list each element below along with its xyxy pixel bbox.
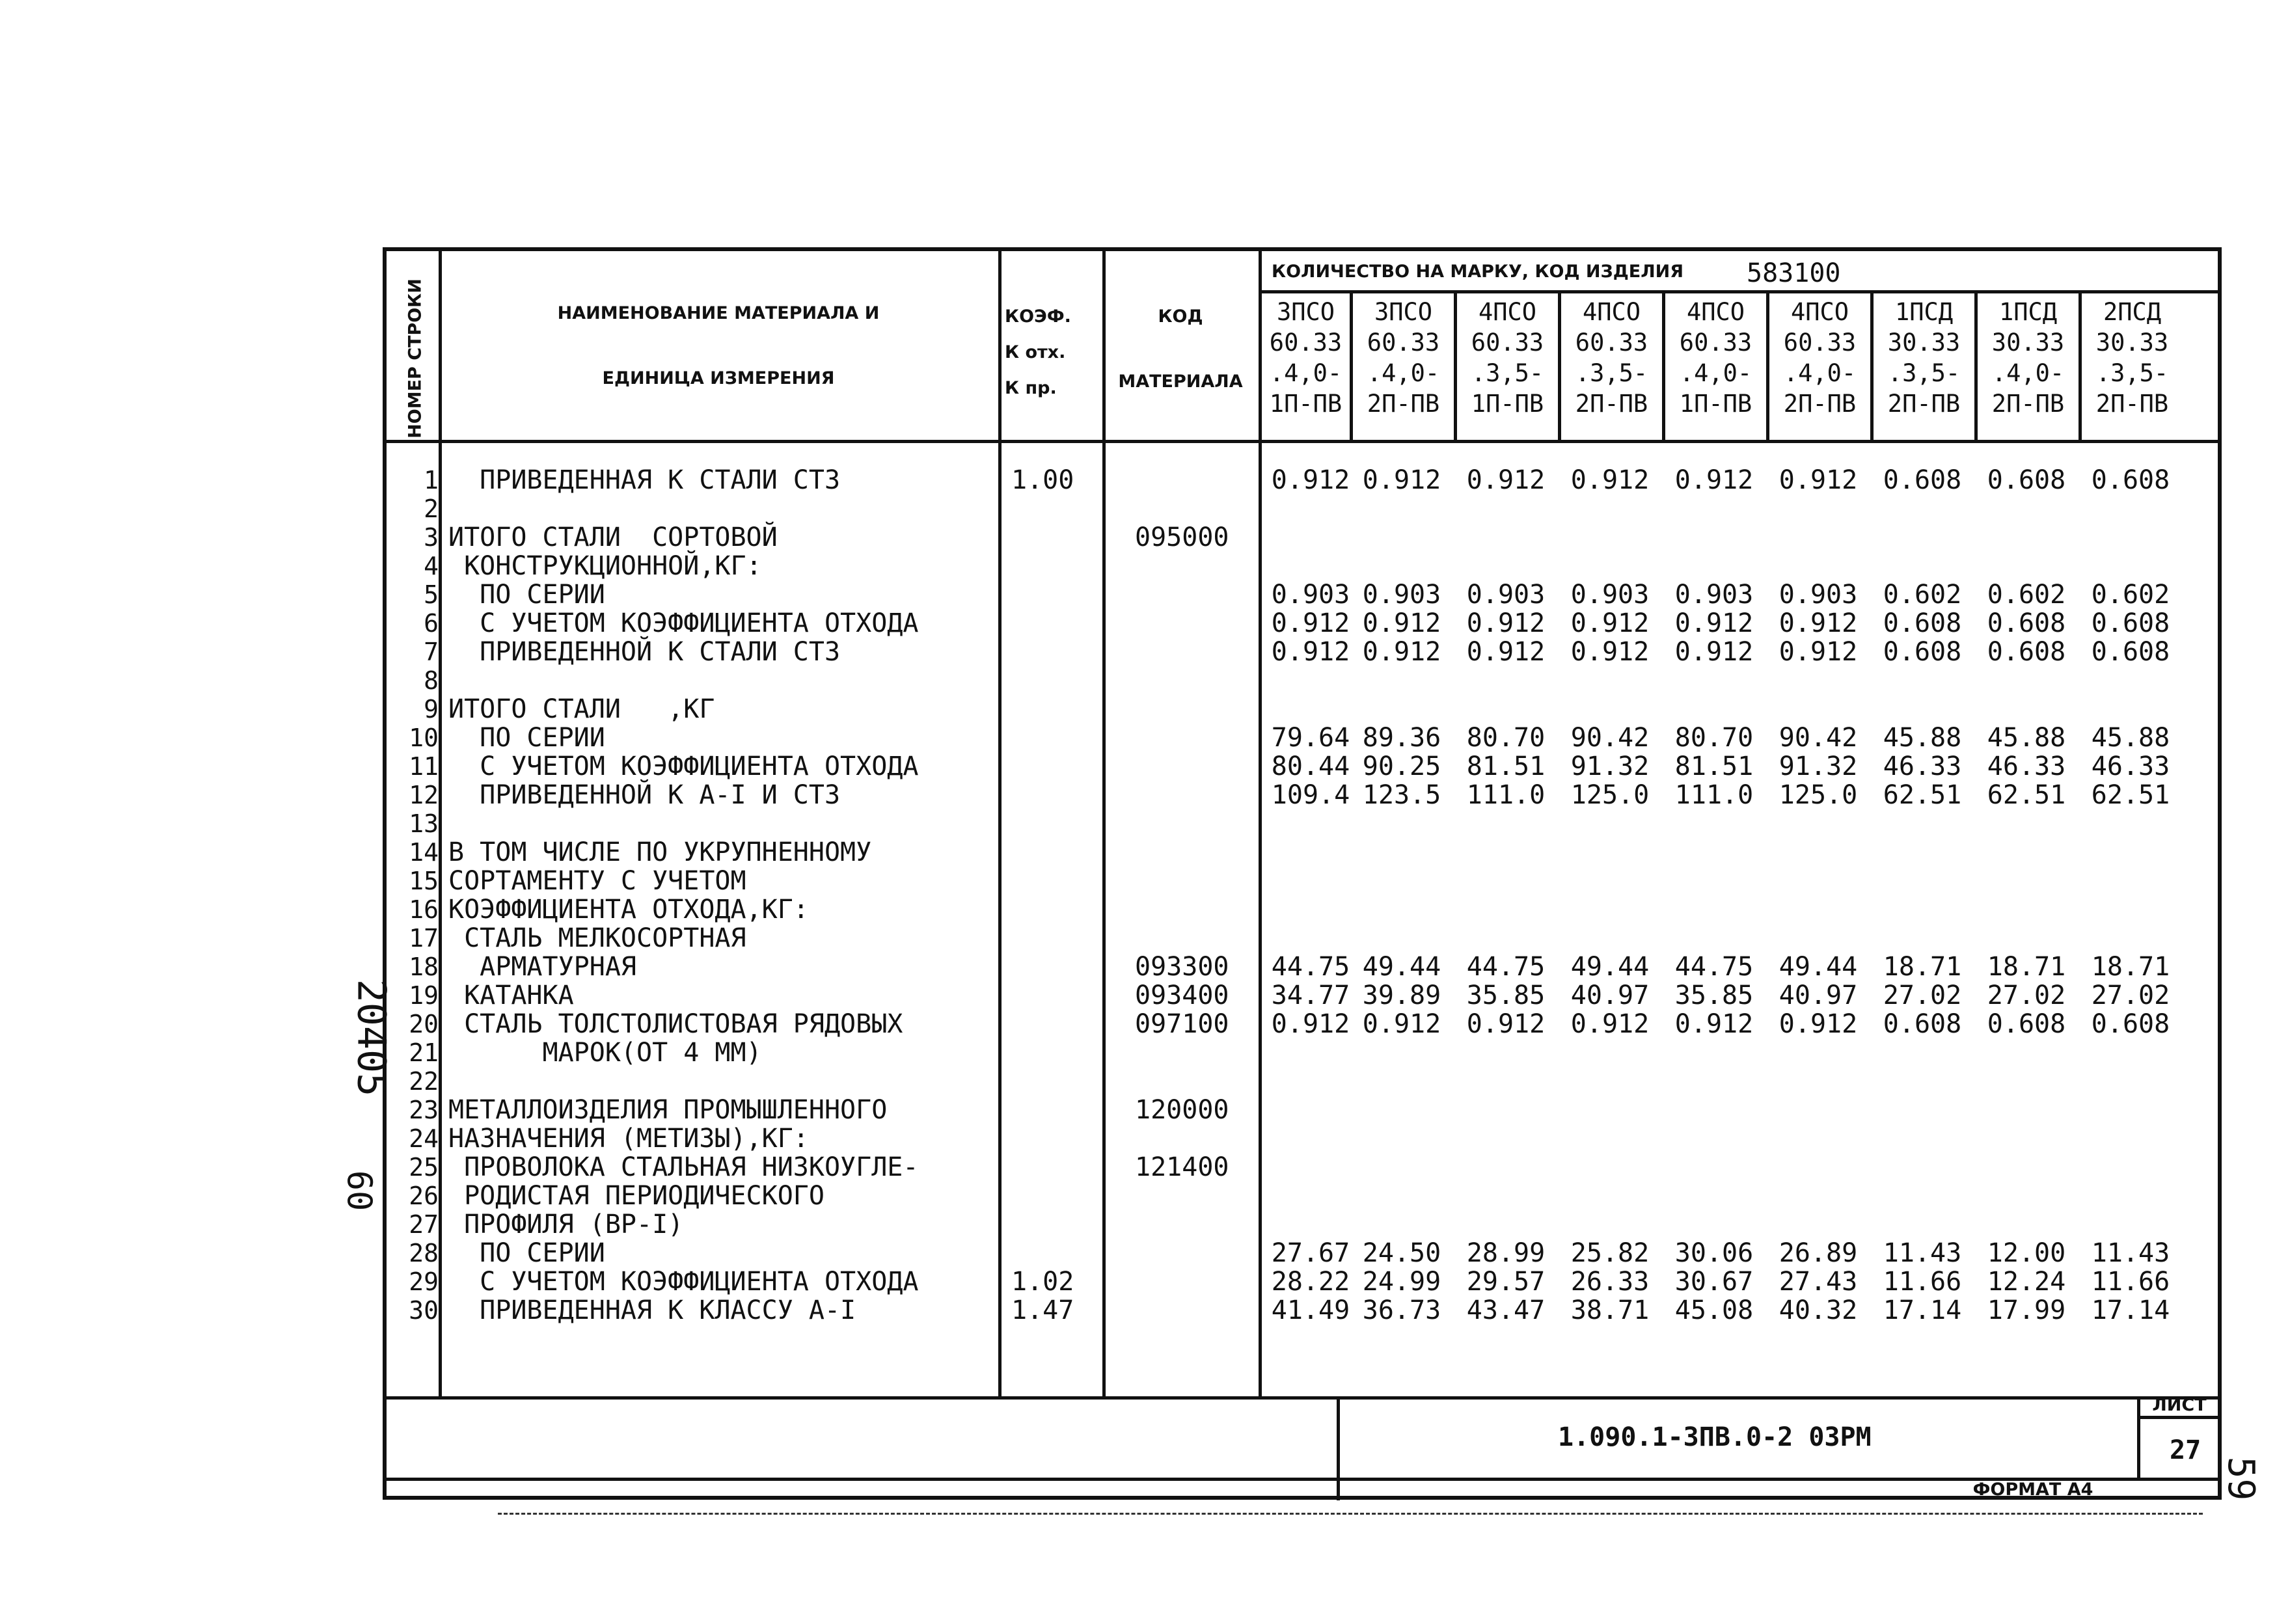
row-value: 0.912 — [1570, 1009, 1650, 1039]
column-header-line: 4ПСО — [1686, 298, 1745, 326]
row-value: 12.00 — [1987, 1238, 2066, 1268]
column-header-line: 2ПСД — [2103, 298, 2162, 326]
row-material-code: 097100 — [1135, 1009, 1229, 1039]
coef-header-line2: К отх. — [1005, 342, 1066, 362]
row-material-code: 093300 — [1135, 952, 1229, 982]
quantity-header: КОЛИЧЕСТВО НА МАРКУ, КОД ИЗДЕЛИЯ — [1272, 262, 1684, 282]
row-value: 90.42 — [1779, 723, 1858, 753]
row-value: 34.77 — [1271, 981, 1350, 1010]
column-header-line: 3ПСО — [1276, 298, 1335, 326]
row-value: 0.912 — [1271, 637, 1350, 667]
footer-divider — [2137, 1396, 2140, 1481]
row-value: 0.602 — [1883, 580, 1962, 610]
row-number: 13 — [409, 809, 439, 838]
row-label: МАРОК(ОТ 4 ММ) — [448, 1038, 762, 1068]
column-header-product-4 — [1561, 297, 1662, 440]
row-number: 26 — [409, 1182, 439, 1210]
row-label: ИТОГО СТАЛИ ,КГ — [448, 694, 715, 724]
row-number: 22 — [409, 1067, 439, 1096]
row-number: 21 — [409, 1038, 439, 1067]
row-number: 8 — [424, 666, 439, 695]
row-value: 80.44 — [1271, 751, 1350, 781]
coef-header-line1: КОЭФ. — [1005, 306, 1071, 327]
row-value: 44.75 — [1271, 952, 1350, 982]
row-number: 27 — [409, 1210, 439, 1239]
column-header-product-2 — [1353, 297, 1454, 440]
row-coefficient: 1.47 — [1011, 1295, 1074, 1325]
row-value: 0.608 — [2091, 608, 2170, 638]
column-header-product-6 — [1769, 297, 1870, 440]
row-number: 16 — [409, 895, 439, 924]
row-label: ИТОГО СТАЛИ СОРТОВОЙ — [448, 522, 778, 552]
row-value: 80.70 — [1466, 723, 1546, 753]
row-value: 45.88 — [2091, 723, 2170, 753]
row-number: 3 — [424, 523, 439, 552]
row-material-code: 121400 — [1135, 1152, 1229, 1182]
row-label: РОДИСТАЯ ПЕРИОДИЧЕСКОГО — [448, 1181, 825, 1211]
header-rule — [1259, 290, 2222, 293]
row-value: 46.33 — [1883, 751, 1962, 781]
row-label: СТАЛЬ МЕЛКОСОРТНАЯ — [448, 923, 746, 953]
row-value: 44.75 — [1466, 952, 1546, 982]
row-value: 0.912 — [1466, 608, 1546, 638]
row-label: МЕТАЛЛОИЗДЕЛИЯ ПРОМЫШЛЕННОГО — [448, 1095, 888, 1125]
row-value: 12.24 — [1987, 1267, 2066, 1297]
row-number: 19 — [409, 981, 439, 1010]
column-header-product-1 — [1262, 297, 1350, 440]
column-header-line: 30.33 — [1887, 329, 1961, 357]
row-value: 0.608 — [2091, 465, 2170, 495]
row-value: 46.33 — [2091, 751, 2170, 781]
row-value: 0.912 — [1362, 637, 1441, 667]
column-header-product-8 — [1978, 297, 2079, 440]
row-value: 0.912 — [1570, 465, 1650, 495]
row-value: 0.608 — [1987, 1009, 2066, 1039]
row-value: 111.0 — [1674, 780, 1754, 810]
row-value: 0.912 — [1362, 465, 1441, 495]
row-number: 29 — [409, 1267, 439, 1296]
row-value: 18.71 — [1987, 952, 2066, 982]
row-value: 0.912 — [1674, 637, 1754, 667]
row-value: 0.912 — [1779, 1009, 1858, 1039]
row-value: 0.903 — [1779, 580, 1858, 610]
row-value: 0.602 — [1987, 580, 2066, 610]
row-value: 62.51 — [1987, 780, 2066, 810]
row-value: 45.88 — [1987, 723, 2066, 753]
row-number: 17 — [409, 924, 439, 953]
row-number: 12 — [409, 781, 439, 809]
row-label: КОНСТРУКЦИОННОЙ,КГ: — [448, 551, 762, 581]
sheet-label: ЛИСТ — [2152, 1395, 2207, 1415]
column-header-line: 1П-ПВ — [1269, 390, 1343, 418]
row-value: 29.57 — [1466, 1267, 1546, 1297]
footer-divider — [2137, 1416, 2222, 1419]
row-number: 11 — [409, 752, 439, 781]
row-value: 90.25 — [1362, 751, 1441, 781]
row-number: 28 — [409, 1239, 439, 1267]
row-value: 11.43 — [1883, 1238, 1962, 1268]
row-label: КАТАНКА — [448, 981, 574, 1010]
row-value: 0.602 — [2091, 580, 2170, 610]
column-header-line: 60.33 — [1679, 329, 1752, 357]
column-header-line: 4ПСО — [1790, 298, 1849, 326]
row-value: 0.912 — [1674, 465, 1754, 495]
row-value: 0.912 — [1466, 1009, 1546, 1039]
row-label: АРМАТУРНАЯ — [448, 952, 636, 982]
row-value: 46.33 — [1987, 751, 2066, 781]
row-label: С УЧЕТОМ КОЭФФИЦИЕНТА ОТХОДА — [448, 1267, 919, 1297]
row-value: 17.99 — [1987, 1295, 2066, 1325]
row-value: 62.51 — [1883, 780, 1962, 810]
row-value: 49.44 — [1570, 952, 1650, 982]
row-number-header — [396, 277, 435, 440]
row-number: 7 — [424, 638, 439, 666]
column-header-line: 2П-ПВ — [1783, 390, 1857, 418]
row-label: ПРИВЕДЕННАЯ К КЛАССУ А-I — [448, 1295, 856, 1325]
row-value: 0.912 — [1466, 637, 1546, 667]
column-header-line: 4ПСО — [1582, 298, 1641, 326]
row-value: 11.66 — [1883, 1267, 1962, 1297]
row-value: 27.67 — [1271, 1238, 1350, 1268]
row-value: 40.32 — [1779, 1295, 1858, 1325]
row-number: 25 — [409, 1153, 439, 1182]
column-header-line: 60.33 — [1575, 329, 1648, 357]
row-material-code: 120000 — [1135, 1095, 1229, 1125]
row-value: 28.99 — [1466, 1238, 1546, 1268]
row-value: 125.0 — [1779, 780, 1858, 810]
document-code: 1.090.1-3ПВ.0-2 03РМ — [1558, 1422, 1872, 1452]
row-number: 20 — [409, 1010, 439, 1038]
row-value: 0.903 — [1570, 580, 1650, 610]
row-value: 18.71 — [1883, 952, 1962, 982]
row-value: 90.42 — [1570, 723, 1650, 753]
row-number: 15 — [409, 867, 439, 895]
row-number-header-label: НОМЕР СТРОКИ — [405, 278, 426, 439]
footer-rule — [387, 1396, 2222, 1400]
row-number: 4 — [424, 552, 439, 580]
row-value: 0.912 — [1779, 465, 1858, 495]
column-header-line: .4,0- — [1783, 359, 1857, 387]
row-value: 79.64 — [1271, 723, 1350, 753]
column-header-line: 4ПСО — [1478, 298, 1537, 326]
column-header-line: 1ПСД — [1894, 298, 1954, 326]
row-value: 35.85 — [1674, 981, 1754, 1010]
row-number: 10 — [409, 724, 439, 752]
row-value: 26.89 — [1779, 1238, 1858, 1268]
row-value: 49.44 — [1779, 952, 1858, 982]
column-header-line: 3ПСО — [1374, 298, 1433, 326]
code-header-line2: МАТЕРИАЛА — [1118, 372, 1243, 392]
row-value: 24.50 — [1362, 1238, 1441, 1268]
row-value: 28.22 — [1271, 1267, 1350, 1297]
column-header-line: 1П-ПВ — [1471, 390, 1544, 418]
row-label: СТАЛЬ ТОЛСТОЛИСТОВАЯ РЯДОВЫХ — [448, 1009, 903, 1039]
row-value: 0.608 — [1883, 1009, 1962, 1039]
row-value: 0.912 — [1570, 608, 1650, 638]
row-value: 38.71 — [1570, 1295, 1650, 1325]
coef-header-line3: К пр. — [1005, 378, 1057, 398]
row-value: 0.912 — [1570, 637, 1650, 667]
row-value: 0.608 — [2091, 637, 2170, 667]
row-label: ПРОФИЛЯ (ВР-I) — [448, 1210, 684, 1239]
row-number: 9 — [424, 695, 439, 724]
sheet-number: 27 — [2170, 1435, 2201, 1465]
column-header-line: 60.33 — [1269, 329, 1343, 357]
column-header-line: 2П-ПВ — [1887, 390, 1961, 418]
row-value: 30.06 — [1674, 1238, 1754, 1268]
column-header-line: 30.33 — [1991, 329, 2065, 357]
name-header-line2: ЕДИНИЦА ИЗМЕРЕНИЯ — [602, 368, 835, 388]
scan-artifact-line — [498, 1513, 2203, 1517]
column-header-line: 2П-ПВ — [1991, 390, 2065, 418]
row-value: 27.02 — [1883, 981, 1962, 1010]
row-value: 80.70 — [1674, 723, 1754, 753]
row-value: 17.14 — [1883, 1295, 1962, 1325]
name-header-line1: НАИМЕНОВАНИЕ МАТЕРИАЛА И — [557, 303, 880, 323]
row-number: 6 — [424, 609, 439, 638]
row-label: СОРТАМЕНТУ С УЧЕТОМ — [448, 866, 746, 896]
row-value: 0.903 — [1674, 580, 1754, 610]
column-header-line: .4,0- — [1367, 359, 1440, 387]
row-value: 0.912 — [1362, 608, 1441, 638]
column-header-product-5 — [1665, 297, 1766, 440]
row-number: 5 — [424, 580, 439, 609]
row-label: ПО СЕРИИ — [448, 580, 605, 610]
row-label: С УЧЕТОМ КОЭФФИЦИЕНТА ОТХОДА — [448, 608, 919, 638]
column-header-line: 30.33 — [2095, 329, 2169, 357]
row-value: 89.36 — [1362, 723, 1441, 753]
column-header-product-3 — [1457, 297, 1558, 440]
row-value: 25.82 — [1570, 1238, 1650, 1268]
row-value: 0.608 — [1883, 608, 1962, 638]
column-header-line: .4,0- — [1991, 359, 2065, 387]
row-value: 26.33 — [1570, 1267, 1650, 1297]
row-value: 0.903 — [1362, 580, 1441, 610]
row-value: 0.912 — [1779, 637, 1858, 667]
row-value: 49.44 — [1362, 952, 1441, 982]
row-label: ПРИВЕДЕННОЙ К А-I И СТ3 — [448, 780, 841, 810]
row-material-code: 093400 — [1135, 981, 1229, 1010]
row-value: 0.608 — [1987, 465, 2066, 495]
row-value: 24.99 — [1362, 1267, 1441, 1297]
row-value: 40.97 — [1779, 981, 1858, 1010]
row-value: 0.912 — [1362, 1009, 1441, 1039]
row-value: 11.66 — [2091, 1267, 2170, 1297]
format-label: ФОРМАТ А4 — [1972, 1480, 2093, 1500]
row-value: 30.67 — [1674, 1267, 1754, 1297]
column-header-line: 60.33 — [1471, 329, 1544, 357]
row-value: 44.75 — [1674, 952, 1754, 982]
row-value: 40.97 — [1570, 981, 1650, 1010]
document-sheet — [383, 247, 2222, 1500]
row-value: 0.912 — [1271, 608, 1350, 638]
row-coefficient: 1.02 — [1011, 1267, 1074, 1297]
column-header-line: .3,5- — [1887, 359, 1961, 387]
row-label: ПО СЕРИИ — [448, 1238, 605, 1268]
row-value: 0.912 — [1674, 608, 1754, 638]
col-divider — [439, 251, 442, 1396]
column-header-line: .3,5- — [1471, 359, 1544, 387]
row-value: 36.73 — [1362, 1295, 1441, 1325]
row-value: 0.608 — [1883, 637, 1962, 667]
column-header-line: 2П-ПВ — [1575, 390, 1648, 418]
row-value: 35.85 — [1466, 981, 1546, 1010]
column-header-line: 1ПСД — [1998, 298, 2058, 326]
row-value: 91.32 — [1570, 751, 1650, 781]
row-value: 0.912 — [1779, 608, 1858, 638]
column-header-line: .4,0- — [1679, 359, 1752, 387]
row-value: 0.608 — [1883, 465, 1962, 495]
row-number: 18 — [409, 953, 439, 981]
header-rule — [387, 440, 2222, 443]
product-code: 583100 — [1747, 258, 1841, 288]
row-value: 81.51 — [1466, 751, 1546, 781]
row-label: ПРОВОЛОКА СТАЛЬНАЯ НИЗКОУГЛЕ- — [448, 1152, 919, 1182]
row-value: 125.0 — [1570, 780, 1650, 810]
margin-archive-number: 20405 — [348, 979, 394, 1097]
row-value: 111.0 — [1466, 780, 1546, 810]
row-value: 91.32 — [1779, 751, 1858, 781]
column-header-line: 1П-ПВ — [1679, 390, 1752, 418]
row-value: 0.608 — [2091, 1009, 2170, 1039]
row-material-code: 095000 — [1135, 522, 1229, 552]
column-header-line: 60.33 — [1367, 329, 1440, 357]
row-label: ПРИВЕДЕННАЯ К СТАЛИ СТ3 — [448, 465, 841, 495]
column-header-line: .4,0- — [1269, 359, 1343, 387]
row-value: 0.912 — [1674, 1009, 1754, 1039]
row-value: 123.5 — [1362, 780, 1441, 810]
row-value: 0.608 — [1987, 637, 2066, 667]
row-label: С УЧЕТОМ КОЭФФИЦИЕНТА ОТХОДА — [448, 751, 919, 781]
row-value: 0.903 — [1271, 580, 1350, 610]
code-header-line1: КОД — [1158, 306, 1203, 327]
row-value: 43.47 — [1466, 1295, 1546, 1325]
row-value: 39.89 — [1362, 981, 1441, 1010]
column-header-line: .3,5- — [1575, 359, 1648, 387]
row-value: 109.4 — [1271, 780, 1350, 810]
col-divider — [998, 251, 1002, 1396]
margin-small-number: 60 — [339, 1170, 379, 1211]
row-number: 30 — [409, 1296, 439, 1325]
row-value: 0.912 — [1271, 465, 1350, 495]
column-header-product-9 — [2082, 297, 2183, 440]
row-label: НАЗНАЧЕНИЯ (МЕТИЗЫ),КГ: — [448, 1124, 809, 1154]
row-value: 62.51 — [2091, 780, 2170, 810]
row-value: 81.51 — [1674, 751, 1754, 781]
row-coefficient: 1.00 — [1011, 465, 1074, 495]
column-header-product-7 — [1874, 297, 1974, 440]
row-value: 0.912 — [1466, 465, 1546, 495]
row-label: В ТОМ ЧИСЛЕ ПО УКРУПНЕННОМУ — [448, 837, 872, 867]
row-number: 23 — [409, 1096, 439, 1124]
footer-divider — [1337, 1396, 1340, 1500]
row-value: 27.43 — [1779, 1267, 1858, 1297]
col-divider — [1102, 251, 1106, 1396]
row-label: КОЭФФИЦИЕНТА ОТХОДА,КГ: — [448, 895, 809, 925]
column-header-line: .3,5- — [2095, 359, 2169, 387]
row-label: ПРИВЕДЕННОЙ К СТАЛИ СТ3 — [448, 637, 841, 667]
column-header-line: 2П-ПВ — [2095, 390, 2169, 418]
margin-page-number: 59 — [2220, 1456, 2263, 1501]
column-header-line: 2П-ПВ — [1367, 390, 1440, 418]
column-header-line: 60.33 — [1783, 329, 1857, 357]
row-label: ПО СЕРИИ — [448, 723, 605, 753]
row-value: 17.14 — [2091, 1295, 2170, 1325]
row-value: 45.08 — [1674, 1295, 1754, 1325]
row-number: 24 — [409, 1124, 439, 1153]
row-value: 18.71 — [2091, 952, 2170, 982]
row-value: 0.912 — [1271, 1009, 1350, 1039]
row-value: 27.02 — [2091, 981, 2170, 1010]
row-value: 27.02 — [1987, 981, 2066, 1010]
row-value: 0.903 — [1466, 580, 1546, 610]
row-value: 41.49 — [1271, 1295, 1350, 1325]
row-number: 14 — [409, 838, 439, 867]
row-number: 1 — [424, 466, 439, 494]
row-value: 11.43 — [2091, 1238, 2170, 1268]
row-value: 45.88 — [1883, 723, 1962, 753]
row-number: 2 — [424, 494, 439, 523]
row-value: 0.608 — [1987, 608, 2066, 638]
